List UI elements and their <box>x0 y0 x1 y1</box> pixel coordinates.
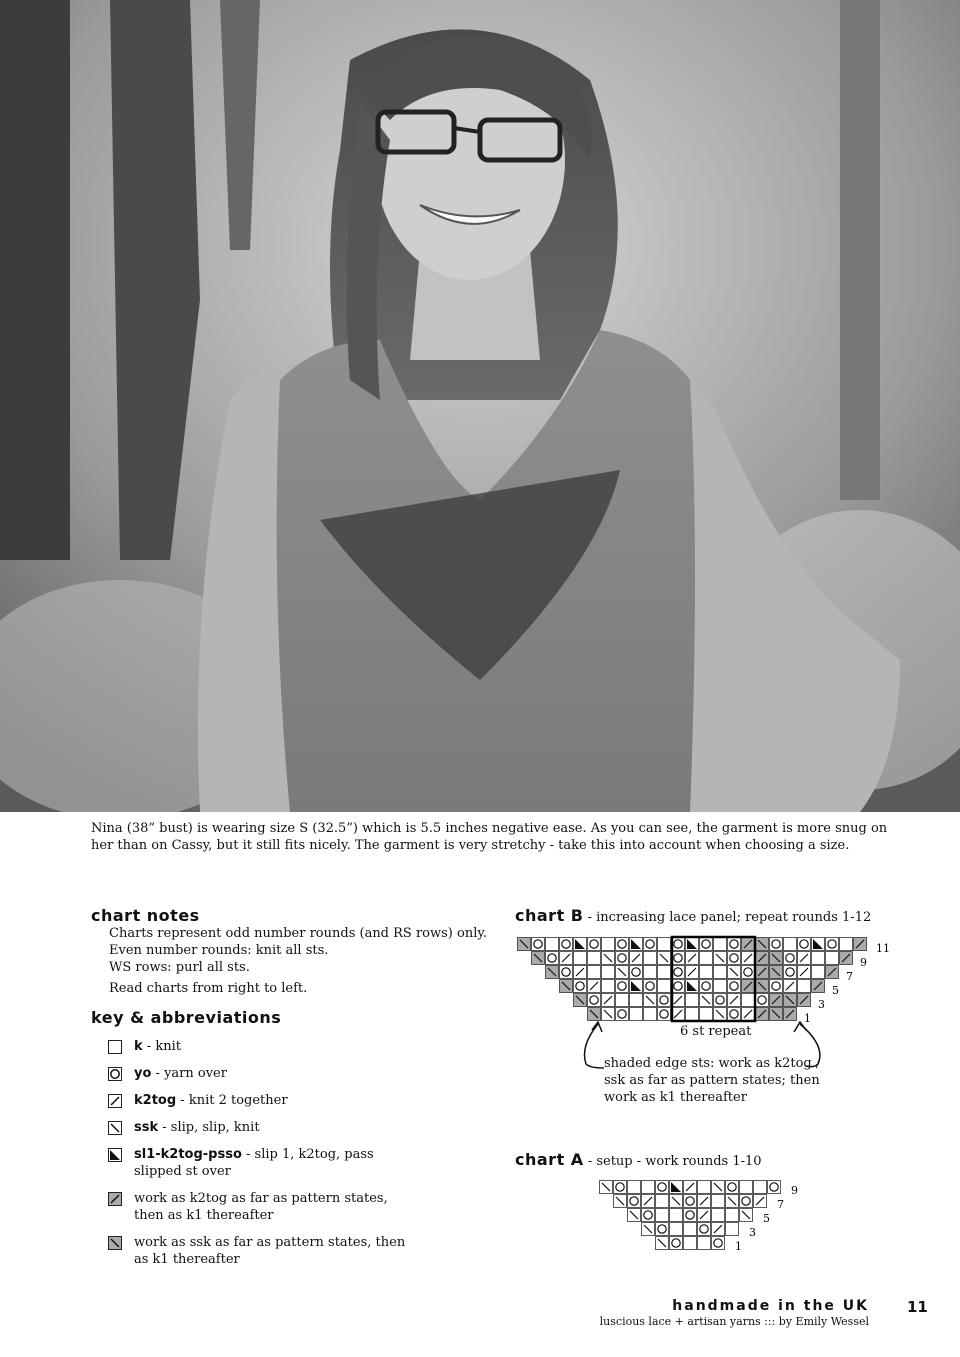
key-term: k2tog <box>134 1093 177 1108</box>
chart-cell <box>700 966 713 979</box>
chart-cell <box>714 938 727 951</box>
shaded-ssk-symbol-icon <box>108 1236 122 1250</box>
chart-cell <box>602 980 615 993</box>
chart-cell <box>754 1181 767 1194</box>
k2tog-symbol-icon <box>108 1094 122 1108</box>
chart-cell <box>714 966 727 979</box>
row-number: 3 <box>749 1226 756 1239</box>
chart-cell <box>742 994 755 1007</box>
shaded-k2tog-symbol-icon <box>108 1192 122 1206</box>
chart-cell <box>630 1008 643 1021</box>
chart-cell <box>698 1181 711 1194</box>
photo-caption: Nina (38” bust) is wearing size S (32.5”) which is 5.5 inches negative ease. As you can see, the garment is more snug on her than on Cassy, but it still fits nicely. The garment is very stretchy - take this into account when choosing a size. <box>91 821 888 853</box>
chart-b-heading <box>515 906 871 925</box>
key-term: ssk <box>134 1120 159 1135</box>
key-term: k <box>134 1039 143 1054</box>
chart-cell <box>684 1223 697 1236</box>
chart-cell <box>546 938 559 951</box>
chart-cell <box>812 952 825 965</box>
chart-cell <box>644 952 657 965</box>
chart-cell <box>700 952 713 965</box>
chart-cell <box>602 938 615 951</box>
yarn-over-symbol-icon <box>108 1067 122 1081</box>
key-desc: - knit <box>142 1039 181 1054</box>
chart-note-line: WS rows: purl all sts. <box>109 960 250 975</box>
row-number: 5 <box>832 984 839 997</box>
row-number: 7 <box>846 970 853 983</box>
chart-cell <box>726 1223 739 1236</box>
chart-note-line: Read charts from right to left. <box>109 981 308 996</box>
chart-cell <box>588 952 601 965</box>
footer-title: handmade in the UK <box>672 1298 869 1314</box>
chart-cell <box>616 994 629 1007</box>
chart-cell <box>712 1195 725 1208</box>
row-number: 11 <box>876 942 890 955</box>
chart-a-heading <box>515 1150 762 1169</box>
key-item <box>108 1190 408 1224</box>
row-number: 1 <box>735 1240 742 1253</box>
chart-cell <box>740 1181 753 1194</box>
key-heading: key & abbreviations <box>91 1008 282 1027</box>
chart-a-title: chart A <box>515 1150 584 1169</box>
chart-cell <box>670 1223 683 1236</box>
shaded-edge-note: shaded edge sts: work as k2tog / ssk as far as pattern states; then work as k1 thereafter <box>604 1056 821 1105</box>
key-desc: work as k2tog as far as pattern states, then as k1 thereafter <box>134 1191 388 1223</box>
chart-a-subtitle: - setup - work rounds 1-10 <box>583 1154 762 1169</box>
chart-notes-heading: chart notes <box>91 906 200 925</box>
key-item <box>108 1038 408 1055</box>
chart-cell <box>784 938 797 951</box>
chart-cell <box>714 980 727 993</box>
key-item <box>108 1234 408 1268</box>
key-item <box>108 1146 408 1180</box>
chart-cell <box>726 1209 739 1222</box>
key-desc: work as ssk as far as pattern states, then as k1 thereafter <box>134 1235 406 1267</box>
chart-cell <box>628 1181 641 1194</box>
chart-b-title: chart B <box>515 906 584 925</box>
chart-note-line: Charts represent odd number rounds (and RS rows) only. <box>109 926 488 941</box>
chart-cell <box>798 980 811 993</box>
key-item <box>108 1119 408 1136</box>
repeat-label: 6 st repeat <box>680 1024 752 1039</box>
ssk-symbol-icon <box>108 1121 122 1135</box>
chart-a-grid <box>595 1176 815 1260</box>
chart-cell <box>684 1237 697 1250</box>
chart-cell <box>826 952 839 965</box>
chart-cell <box>698 1237 711 1250</box>
chart-cell <box>656 1195 669 1208</box>
row-number: 7 <box>777 1198 784 1211</box>
row-number: 5 <box>763 1212 770 1225</box>
chart-cell <box>658 980 671 993</box>
sl1-k2tog-psso-symbol-icon <box>108 1148 122 1162</box>
chart-cell <box>656 1209 669 1222</box>
key-list <box>108 1038 408 1278</box>
chart-cell <box>658 966 671 979</box>
chart-notes <box>91 906 491 997</box>
key-desc: - knit 2 together <box>176 1093 288 1108</box>
row-number: 9 <box>791 1184 798 1197</box>
chart-cell <box>658 938 671 951</box>
row-number: 1 <box>804 1012 811 1025</box>
chart-cell <box>712 1209 725 1222</box>
chart-cell <box>642 1181 655 1194</box>
chart-cell <box>840 938 853 951</box>
key-item <box>108 1092 408 1109</box>
chart-cell <box>670 1209 683 1222</box>
chart-cell <box>686 994 699 1007</box>
chart-cell <box>812 966 825 979</box>
chart-b-subtitle: - increasing lace panel; repeat rounds 1-12 <box>583 910 872 925</box>
key-term: sl1-k2tog-psso <box>134 1147 242 1162</box>
row-number: 3 <box>818 998 825 1011</box>
chart-cell <box>574 952 587 965</box>
key-desc: - yarn over <box>151 1066 227 1081</box>
chart-cell <box>686 1008 699 1021</box>
key-term: yo <box>134 1066 152 1081</box>
chart-cell <box>700 1008 713 1021</box>
row-number: 9 <box>860 956 867 969</box>
chart-cell <box>588 966 601 979</box>
key-item <box>108 1065 408 1082</box>
key-desc: - slip, slip, knit <box>158 1120 260 1135</box>
page-number: 11 <box>907 1298 928 1316</box>
footer-subtitle: luscious lace + artisan yarns ::: by Emily Wessel <box>599 1315 869 1328</box>
knit-symbol-icon <box>108 1040 122 1054</box>
chart-cell <box>602 966 615 979</box>
chart-cell <box>630 994 643 1007</box>
chart-b-grid <box>510 930 900 1029</box>
chart-cell <box>644 1008 657 1021</box>
chart-note-line: Even number rounds: knit all sts. <box>109 943 329 958</box>
key-desc: - slip 1, k2tog, pass slipped st over <box>134 1147 374 1179</box>
chart-cell <box>644 966 657 979</box>
